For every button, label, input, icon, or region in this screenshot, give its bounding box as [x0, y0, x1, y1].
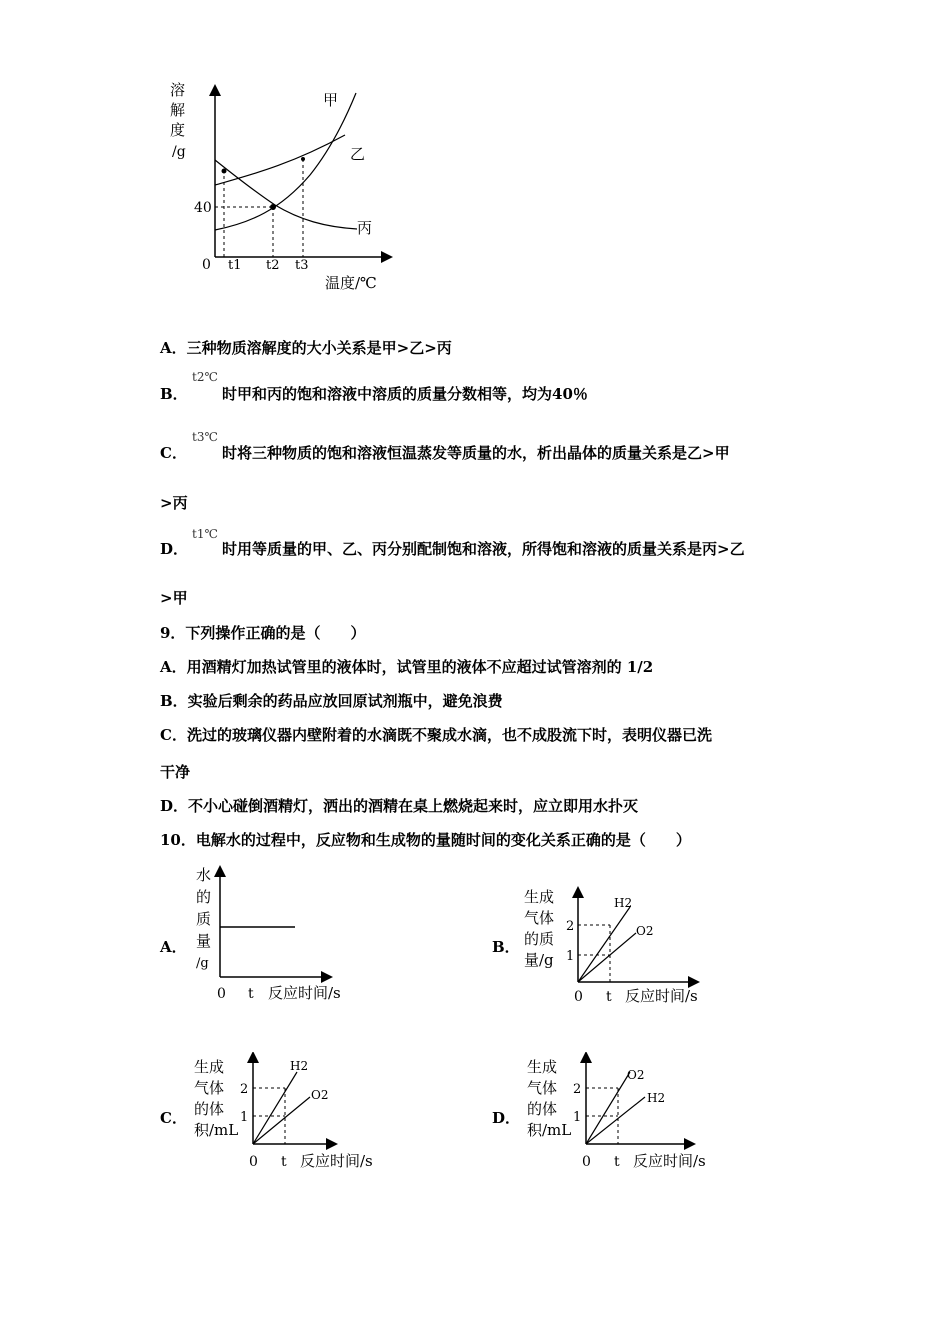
graph-d	[525, 1052, 730, 1177]
ylabel-3: 质	[196, 910, 212, 928]
solubility-figure	[160, 75, 400, 305]
ylabel-4: 量/g	[524, 951, 554, 969]
label-h2: H2	[647, 1091, 666, 1105]
xlabel: 反应时间/s	[625, 987, 698, 1005]
q8-option-c: C．	[160, 444, 187, 462]
label-o2: O2	[311, 1088, 329, 1102]
xtick-t: t	[281, 1154, 287, 1170]
q10-option-d-label: D．	[492, 1109, 521, 1127]
ylabel-4: 积/mL	[194, 1121, 239, 1139]
q9-option-c-cont: 干净	[160, 763, 191, 781]
ylabel-2: 气体	[527, 1079, 558, 1097]
q8-option-d-text: 时用等质量的甲、乙、丙分别配制饱和溶液，所得饱和溶液的质量关系是丙>乙	[222, 540, 745, 558]
line-o2	[586, 1072, 630, 1144]
label-h2: H2	[290, 1059, 309, 1073]
q10-option-c-label: C．	[160, 1109, 187, 1127]
ylabel-1: 生成	[194, 1058, 225, 1076]
q9-option-a: A．用酒精灯加热试管里的液体时，试管里的液体不应超过试管溶剂的 1/2	[160, 658, 654, 676]
point-t2	[270, 204, 276, 210]
ylabel-1: 生成	[527, 1058, 558, 1076]
graph-c	[192, 1052, 392, 1177]
xtick-t3: t3	[295, 258, 309, 273]
label-bing: 丙	[357, 219, 373, 237]
ylabel-1: 水	[196, 866, 212, 884]
xlabel: 温度/℃	[325, 274, 377, 292]
curve-yi	[215, 135, 345, 185]
curve-jia	[215, 93, 356, 230]
q9-option-b: B．实验后剩余的药品应放回原试剂瓶中，避免浪费	[160, 692, 503, 710]
q10-option-a-label: A．	[160, 938, 187, 956]
ylabel-5: /g	[196, 956, 209, 971]
ylabel-3: 的体	[194, 1100, 225, 1118]
ytick-40: 40	[194, 200, 212, 216]
label-yi: 乙	[350, 145, 366, 163]
ytick-1: 1	[573, 1110, 582, 1125]
ytick-1: 1	[566, 949, 575, 964]
xlabel: 反应时间/s	[268, 984, 341, 1002]
q8-option-d-cont: >甲	[160, 589, 188, 607]
option-prefix: B．	[160, 385, 188, 403]
point-t1	[222, 169, 227, 174]
q8-option-c-cont: >丙	[160, 494, 188, 512]
ylabel-3: 度	[170, 121, 186, 139]
origin-label: 0	[202, 257, 211, 273]
q8-option-a: A．三种物质溶解度的大小关系是甲>乙>丙	[160, 339, 452, 357]
xlabel: 反应时间/s	[633, 1152, 706, 1170]
label-o2: O2	[627, 1068, 645, 1082]
ytick-1: 1	[240, 1110, 249, 1125]
ylabel-2: 气体	[194, 1079, 225, 1097]
q10-option-b-label: B．	[492, 938, 520, 956]
q9-option-d: D．不小心碰倒酒精灯，洒出的酒精在桌上燃烧起来时，应立即用水扑灭	[160, 797, 639, 815]
temp-t2: t2℃	[192, 370, 218, 384]
ylabel-3: 的体	[527, 1100, 558, 1118]
ylabel-1: 溶	[170, 81, 186, 99]
line-h2	[253, 1072, 297, 1144]
q8-option-b	[160, 383, 188, 404]
origin-label: 0	[249, 1154, 258, 1170]
ylabel-4: /g	[172, 144, 186, 160]
ylabel-2: 的	[196, 888, 212, 906]
ylabel-1: 生成	[524, 888, 555, 906]
temp-t3: t3℃	[192, 430, 218, 444]
ylabel-4: 积/mL	[527, 1121, 572, 1139]
q9-stem: 9．下列操作正确的是（ ）	[160, 624, 366, 642]
origin-label: 0	[574, 989, 583, 1005]
point-t3	[301, 157, 305, 161]
xtick-t1: t1	[228, 258, 242, 273]
label-h2: H2	[614, 896, 633, 910]
temp-t1: t1℃	[192, 527, 218, 541]
ylabel-2: 气体	[524, 909, 555, 927]
q8-option-c-text: 时将三种物质的饱和溶液恒温蒸发等质量的水，析出晶体的质量关系是乙>甲	[222, 444, 730, 462]
ytick-2: 2	[573, 1082, 582, 1097]
curve-bing	[215, 160, 357, 229]
q10-stem: 10．电解水的过程中，反应物和生成物的量随时间的变化关系正确的是（ ）	[160, 831, 691, 849]
ylabel-4: 量	[196, 932, 212, 950]
ylabel-2: 解	[170, 101, 186, 119]
graph-b	[522, 885, 717, 1010]
origin-label: 0	[217, 986, 226, 1002]
ytick-2: 2	[240, 1082, 249, 1097]
q8-option-b-text: 时甲和丙的饱和溶液中溶质的质量分数相等，均为40％	[222, 385, 588, 403]
ylabel-3: 的质	[524, 930, 555, 948]
line-o2	[253, 1097, 310, 1144]
line-h2	[586, 1097, 645, 1144]
xtick-t: t	[614, 1154, 620, 1170]
origin-label: 0	[582, 1154, 591, 1170]
xtick-t: t	[248, 986, 254, 1002]
label-jia: 甲	[323, 91, 339, 109]
xtick-t: t	[606, 989, 612, 1005]
q8-option-d: D．	[160, 540, 189, 558]
graph-a	[190, 862, 360, 1007]
q9-option-c: C．洗过的玻璃仪器内壁附着的水滴既不聚成水滴，也不成股流下时，表明仪器已洗	[160, 726, 712, 744]
xlabel: 反应时间/s	[300, 1152, 373, 1170]
ytick-2: 2	[566, 919, 575, 934]
label-o2: O2	[636, 924, 654, 938]
xtick-t2: t2	[266, 258, 280, 273]
